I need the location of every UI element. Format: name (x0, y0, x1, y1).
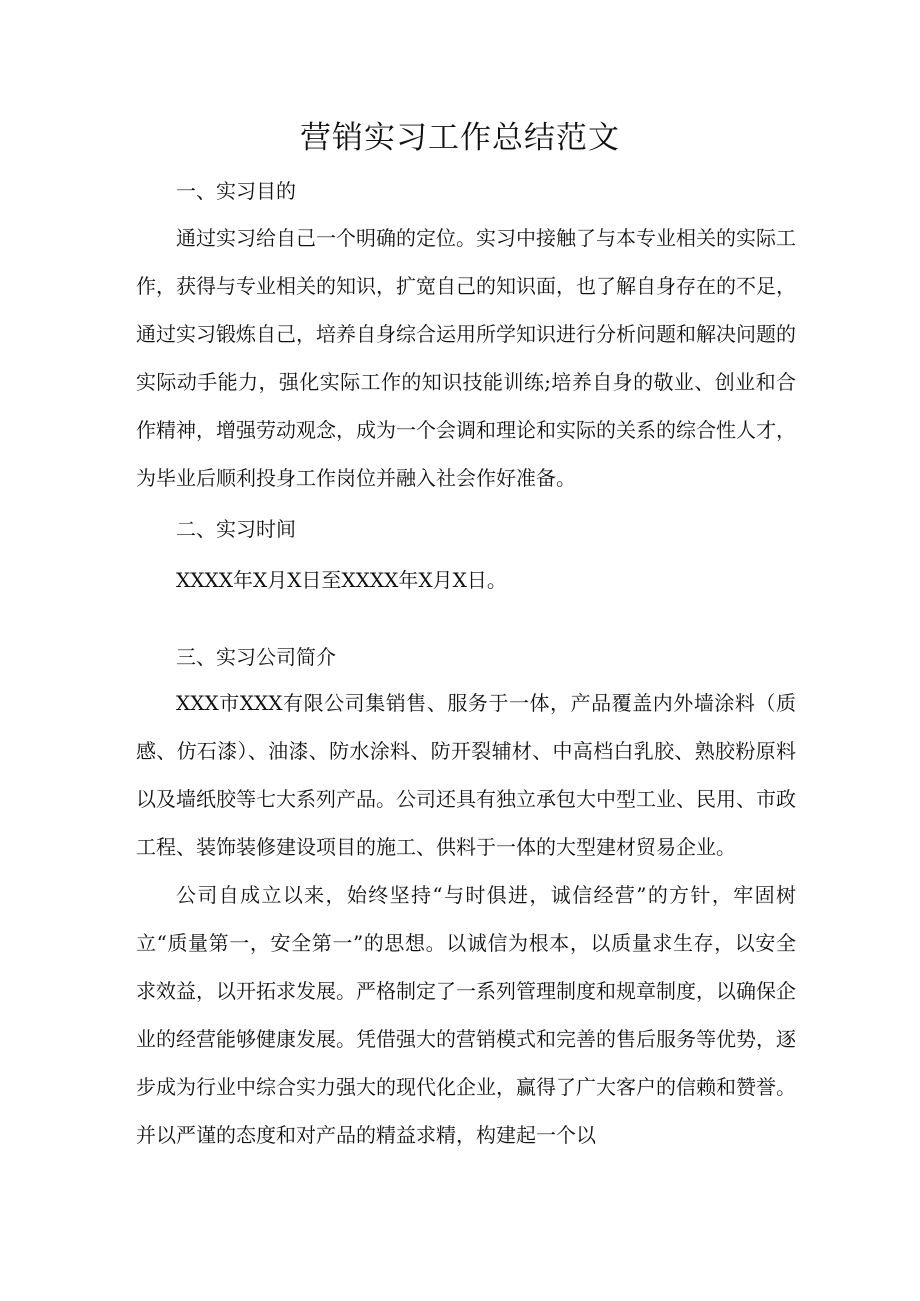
paragraph-company-intro: XXX市XXX有限公司集销售、服务于一体，产品覆盖内外墙涂料（质感、仿石漆）、油漆、防水涂料、防开裂辅材、中高档白乳胶、熟胶粉原料以及墙纸胶等七大系列产品。公司还具有独立承包大中型工业、民用、市政工程、装饰装修建设项目的施工、供料于一体的大型建材贸易企业。 (136, 691, 796, 859)
document-title: 营销实习工作总结范文 (300, 120, 620, 156)
paragraph-time: XXXX年X月X日至XXXX年X月X日。 (176, 568, 507, 592)
section-heading-company: 三、实习公司简介 (176, 645, 336, 669)
section-heading-purpose: 一、实习目的 (176, 179, 296, 203)
section-heading-time: 二、实习时间 (176, 517, 296, 541)
paragraph-company-history: 公司自成立以来，始终坚持“与时俱进，诚信经营”的方针，牢固树立“质量第一，安全第一”的思想。以诚信为根本，以质量求生存，以安全求效益，以开拓求发展。严格制定了一系列管理制度和规章制度，以确保企业的经营能够健康发展。凭借强大的营销模式和完善的售后服务等优势，逐步成为行业中综合实力强大的现代化企业，赢得了广大客户的信赖和赞誉。并以严谨的态度和对产品的精益求精，构建起一个以 (136, 883, 796, 1147)
paragraph-purpose: 通过实习给自己一个明确的定位。实习中接触了与本专业相关的实际工作，获得与专业相关的知识，扩宽自己的知识面，也了解自身存在的不足，通过实习锻炼自己，培养自身综合运用所学知识进行分析问题和解决问题的实际动手能力，强化实际工作的知识技能训练;培养自身的敬业、创业和合作精神，增强劳动观念，成为一个会调和理论和实际的关系的综合性人才，为毕业后顺利投身工作岗位并融入社会作好准备。 (136, 226, 796, 490)
